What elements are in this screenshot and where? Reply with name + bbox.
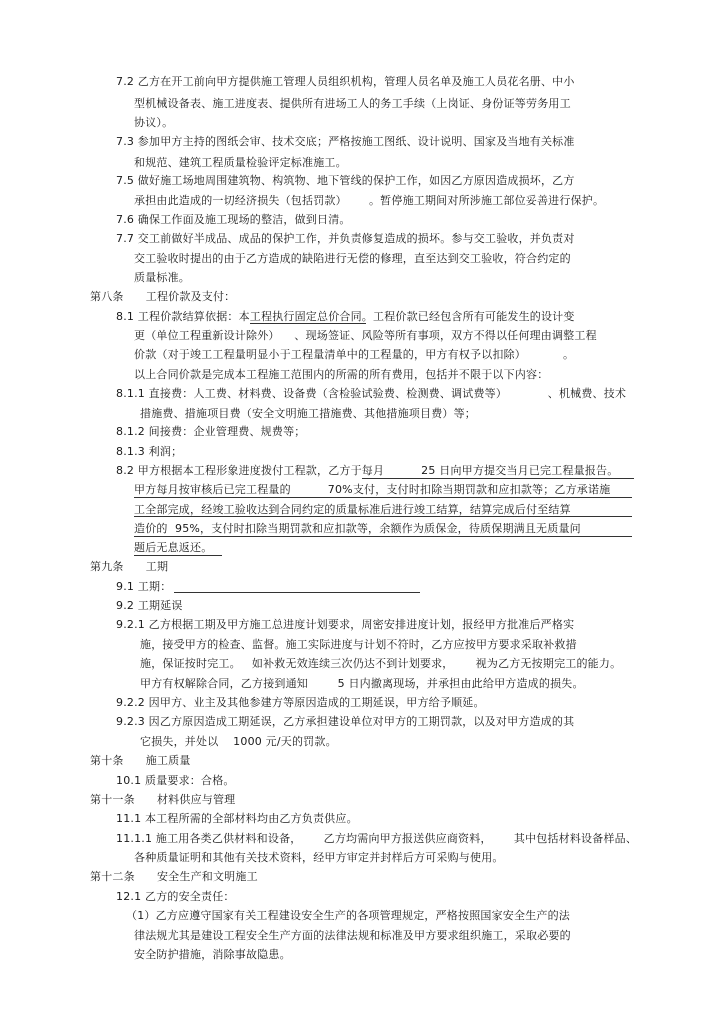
clause-11-1: 11.1 本工程所需的全部材料均由乙方负责供应。 [116, 812, 358, 825]
clause-8-2-line-5: 题后无息返还。 [134, 541, 213, 554]
clause-8-1-3: 8.1.3 利润； [116, 445, 183, 458]
clause-7-3-line-2: 和规范、建筑工程质量检验评定标准施工。 [134, 156, 347, 169]
underline-8-2-line-3 [134, 516, 632, 517]
underline-8-2-line-5 [134, 555, 222, 556]
underline-8-2-line-2 [134, 497, 632, 498]
article-9-heading: 第九条 工期 [90, 560, 169, 573]
clause-9-2-1-line-2: 施，接受甲方的检查、监督。施工实际进度与计划不符时，乙方应按甲方要求采取补救措 [140, 638, 577, 651]
clause-7-7-line-3: 质量标准。 [134, 271, 190, 284]
clause-8-1-line-3: 价款（对于竣工工程量明显小于工程量清单中的工程量的，甲方有权予以扣除） 。 [134, 348, 575, 361]
underline-8-2-line-1 [362, 478, 634, 479]
clause-8-1-line-4: 以上合同价款是完成本工程施工范围内的所需的所有费用，包括并不限于以下内容： [134, 368, 549, 381]
clause-8-2-line-2: 甲方每月按审核后已完工程量的 70%支付，支付时扣除当期罚款和应扣款等；乙方承诺施 [134, 483, 611, 496]
clause-11-1-1-line-2: 各种质量证明和其他有关技术资料，经甲方审定并封样后方可采购与使用。 [134, 851, 504, 864]
article-11-heading: 第十一条 材料供应与管理 [90, 793, 236, 806]
article-12-heading: 第十二条 安全生产和文明施工 [90, 870, 258, 883]
clause-7-2-line-2: 型机械设备表、施工进度表、提供所有进场工人的务工手续（上岗证、身份证等劳务用工 [134, 97, 571, 110]
clause-7-7-line-2: 交工验收时提出的由于乙方造成的缺陷进行无偿的修理，直至达到交工验收，符合约定的 [134, 252, 571, 265]
clause-10-1: 10.1 质量要求：合格。 [116, 774, 235, 787]
underline-fixed-price [250, 323, 366, 324]
clause-8-2-line-1: 8.2 甲方根据本工程形象进度拨付工程款，乙方于每月 25 日向甲方提交当月已完工程量报告。 [116, 464, 619, 477]
clause-7-5-line-2: 承担由此造成的一切经济损失（包括罚款） 。暂停施工期间对所涉施工部位妥善进行保护。 [134, 194, 605, 207]
clause-7-7-line-1: 7.7 交工前做好半成品、成品的保护工作，并负责修复造成的损坏。参与交工验收，并负责对 [116, 232, 575, 245]
clause-8-2-line-3: 工全部完成，经竣工验收达到合同约定的质量标准后进行竣工结算，结算完成后付至结算 [134, 503, 571, 516]
article-10-heading: 第十条 施工质量 [90, 754, 191, 767]
clause-12-1-1-line-1: （1）乙方应遵守国家有关工程建设安全生产的各项管理规定，严格按照国家安全生产的法 [126, 909, 570, 922]
clause-8-1-line-2: 更（单位工程重新设计除外） 、现场签证、风险等所有事项，双方不得以任何理由调整工程 [134, 329, 597, 342]
clause-8-1-1-line-2: 措施费、措施项目费（安全文明施工措施费、其他措施项目费）等； [140, 407, 476, 420]
clause-9-2: 9.2 工期延误 [116, 599, 183, 612]
clause-9-2-2: 9.2.2 因甲方、业主及其他参建方等原因造成的工期延误，甲方给予顺延。 [116, 696, 485, 709]
clause-8-1-1-line-1: 8.1.1 直接费：人工费、材料费、设备费（含检验试验费、检测费、调试费等） 、机械费、技术 [116, 387, 627, 400]
clause-7-5-line-1: 7.5 做好施工场地周围建筑物、构筑物、地下管线的保护工作，如因乙方原因造成损坏，乙方 [116, 174, 575, 187]
duration-blank-line [174, 592, 420, 593]
clause-12-1: 12.1 乙方的安全责任： [116, 890, 235, 903]
clause-9-1: 9.1 工期： [116, 580, 172, 593]
clause-11-1-1-line-1: 11.1.1 施工用各类乙供材料和设备， 乙方均需向甲方报送供应商资料， 其中包括材料设备样品、 [116, 832, 638, 845]
clause-7-6: 7.6 确保工作面及施工现场的整洁，做到日清。 [116, 213, 351, 226]
clause-9-2-1-line-1: 9.2.1 乙方根据工期及甲方施工总进度计划要求，周密安排进度计划，报经甲方批准后严格实 [116, 618, 575, 631]
clause-12-1-1-line-3: 安全防护措施，消除事故隐患。 [134, 948, 291, 961]
underline-8-2-line-4 [134, 536, 632, 537]
clause-9-2-3-line-2: 它损失，并处以 1000 元/天的罚款。 [140, 735, 337, 748]
clause-8-2-line-4: 造价的 95%，支付时扣除当期罚款和应扣款等，余额作为质保金，待质保期满且无质量问 [134, 522, 581, 535]
clause-12-1-1-line-2: 律法规尤其是建设工程安全生产方面的法律法规和标准及甲方要求组织施工，采取必要的 [134, 929, 571, 942]
clause-9-2-3-line-1: 9.2.3 因乙方原因造成工期延误，乙方承担建设单位对甲方的工期罚款，以及对甲方造成的其 [116, 715, 575, 728]
clause-8-1-2: 8.1.2 间接费：企业管理费、规费等； [116, 425, 306, 438]
clause-9-2-1-line-4: 甲方有权解除合同，乙方接到通知 5 日内撤离现场，并承担由此给甲方造成的损失。 [140, 677, 584, 690]
clause-8-1-line-1: 8.1 工程价款结算依据：本工程执行固定总价合同。工程价款已经包含所有可能发生的设计变 [116, 310, 575, 323]
clause-9-2-1-line-3: 施，保证按时完工。 如补救无效连续三次仍达不到计划要求， 视为乙方无按期完工的能力。 [140, 657, 622, 670]
clause-7-2-line-3: 协议）。 [134, 116, 174, 129]
clause-7-3-line-1: 7.3 参加甲方主持的图纸会审、技术交底；严格按施工图纸、设计说明、国家及当地有关标准 [116, 135, 575, 148]
clause-7-2-line-1: 7.2 乙方在开工前向甲方提供施工管理人员组织机构，管理人员名单及施工人员花名册、中小 [116, 75, 575, 88]
article-8-heading: 第八条 工程价款及支付： [90, 290, 236, 303]
